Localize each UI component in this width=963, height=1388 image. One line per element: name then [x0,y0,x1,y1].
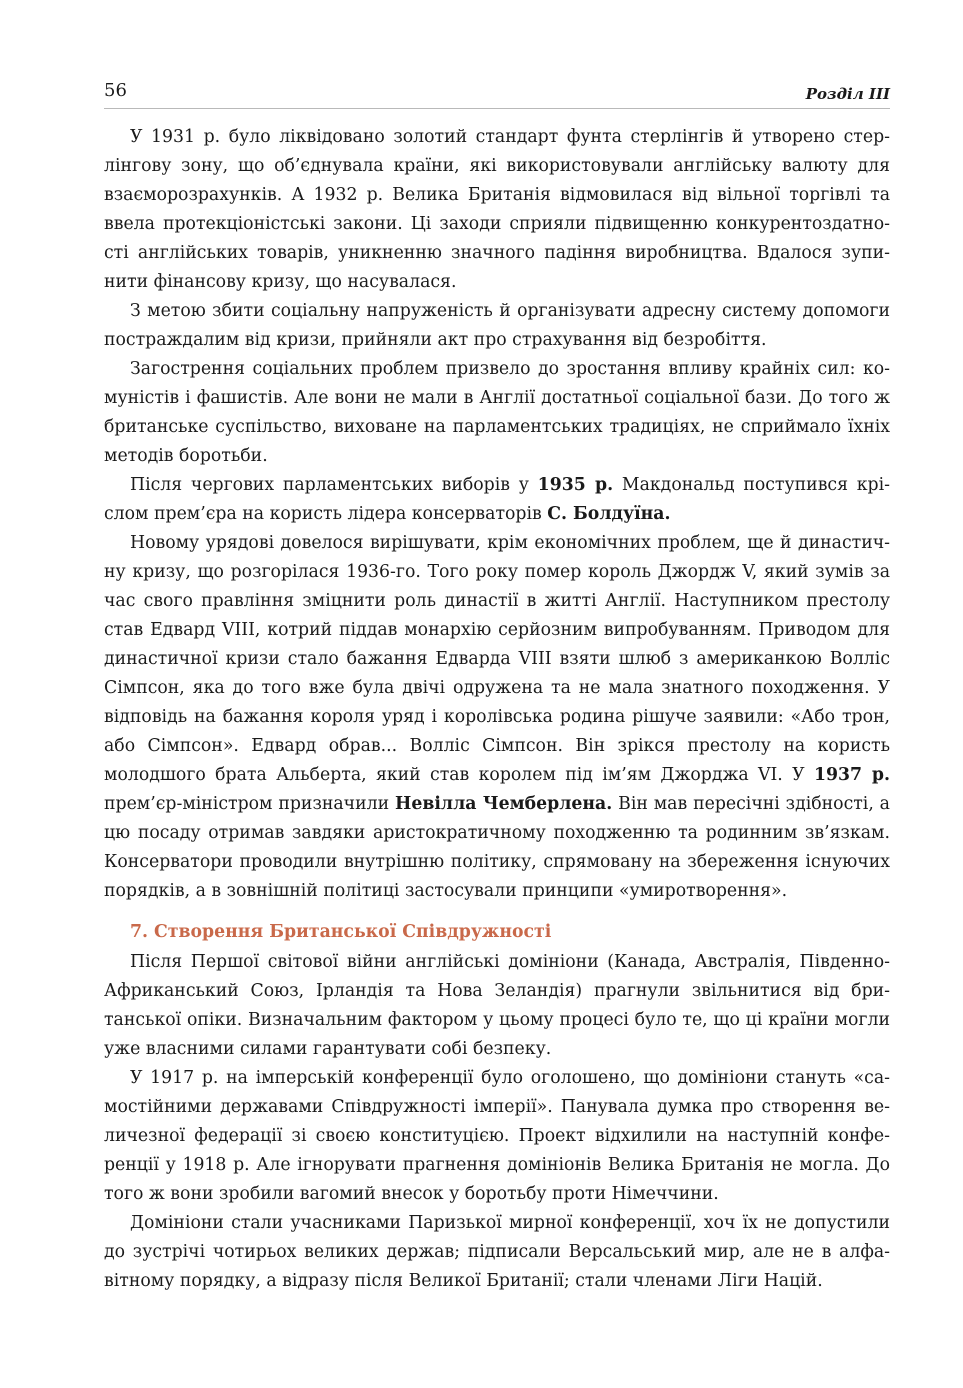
text-run: Домініони стали учасниками Паризької мирної конференції, хоч їх не допустили до зустрічі чотирьох великих держав; підписали Версальський мир, але не в алфавітному порядку, а відразу після Великої Британії; стали членами Ліги Націй. [104,1213,890,1291]
paragraph [104,297,890,355]
text-run: Після Першої світової війни англійські домініони (Канада, Австралія, Південно-Африканський Союз, Ірландія та Нова Зеландія) прагнули звільнитися від британської опіки. Визначальним фактором у цьому процесі було те, що ці країни могли уже власними силами гарантувати собі безпеку. [104,952,890,1059]
text-run: Він мав пересічні здібності, а цю посаду отримав завдяки аристократичному походженню та родинним зв’язкам. Консерватори проводили внутрішню політику, спрямовану на збереження існуючих порядків, а в зовнішній політиці застосували принципи «умиротворення». [104,794,890,901]
paragraph [104,471,890,529]
text-run: У 1931 р. було ліквідовано золотий стандарт фунта стерлінгів й утворено стерлінгову зону, що об’єднувала країни, які використовували англійську валюту для взаєморозрахунків. А 1932 р. Велика Британія відмовилася від вільної торгівлі та ввела протекціоністські закони. Ці заходи сприяли підвищенню конкурентоздатності англійських товарів, уникненню значного падіння виробництва. Вдалося зупинити фінансову кризу, що насувалася. [104,127,890,292]
section-label: Розділ ІІІ [805,85,890,103]
paragraphs-before [104,123,890,906]
text-run: З метою збити соціальну напруженість й організувати адресну систему допомоги постраждалим від кризи, прийняли акт про страхування від безробіття. [104,301,890,350]
bold-text: С. Болдуїна. [547,504,671,524]
paragraph [104,123,890,297]
text-run: прем’єр-міністром призначили [104,794,395,814]
paragraph [104,1209,890,1296]
bold-text: 1937 р. [813,765,890,785]
text-run: Макдональд поступився кріслом прем’єра на користь лідера консерваторів [104,475,890,524]
paragraphs-after [104,948,890,1296]
bold-text: 1935 р. [537,475,614,495]
bold-text: Невілла Чемберлена. [395,794,613,814]
section-heading: 7. Створення Британської Співдружності [130,922,552,942]
text-run: У 1917 р. на імперській конференції було оголошено, що домініони стануть «самостійними державами Співдружності імперії». Панувала думка про створення величезної федерації зі своєю конституцією. Проект відхилили на наступній конференції у 1918 р. Але ігнорувати прагнення домініонів Велика Британія не могла. До того ж вони зробили вагомий внесок у боротьбу проти Німеччини. [104,1068,890,1204]
page-number: 56 [104,80,127,101]
text-run: Після чергових парламентських виборів у [130,475,538,495]
page-content [104,123,890,1296]
paragraph [104,355,890,471]
paragraph [104,948,890,1064]
page-header [104,78,890,109]
text-run: Загострення соціальних проблем призвело до зростання впливу крайніх сил: комуністів і фашистів. Але вони не мали в Англії достатньої соціальної бази. До того ж британське суспільство, виховане на парламентських традиціях, не сприймало їхніх методів боротьби. [104,359,890,466]
text-run: Новому урядові довелося вирішувати, крім економічних проблем, ще й династичну кризу, що розгорілася 1936-го. Того року помер король Джордж V, який зумів за час свого правління зміцнити роль династії в житті Англії. Наступником престолу став Едвард VIII, котрий піддав монархію серйозним випробуванням. Приводом для династичної кризи стало бажання Едварда VIII взяти шлюб з американкою Волліс Сімпсон, яка до того вже була двічі одружена та не мала знатного походження. У відповідь на бажання короля уряд і королівська родина рішуче заявили: «Або трон, або Сімпсон». Едвард обрав... Волліс Сімпсон. Він зрікся престолу на користь молодшого брата Альберта, який став королем під ім’ям Джорджа VI. У [104,533,890,785]
paragraph [104,1064,890,1209]
paragraph [104,529,890,906]
